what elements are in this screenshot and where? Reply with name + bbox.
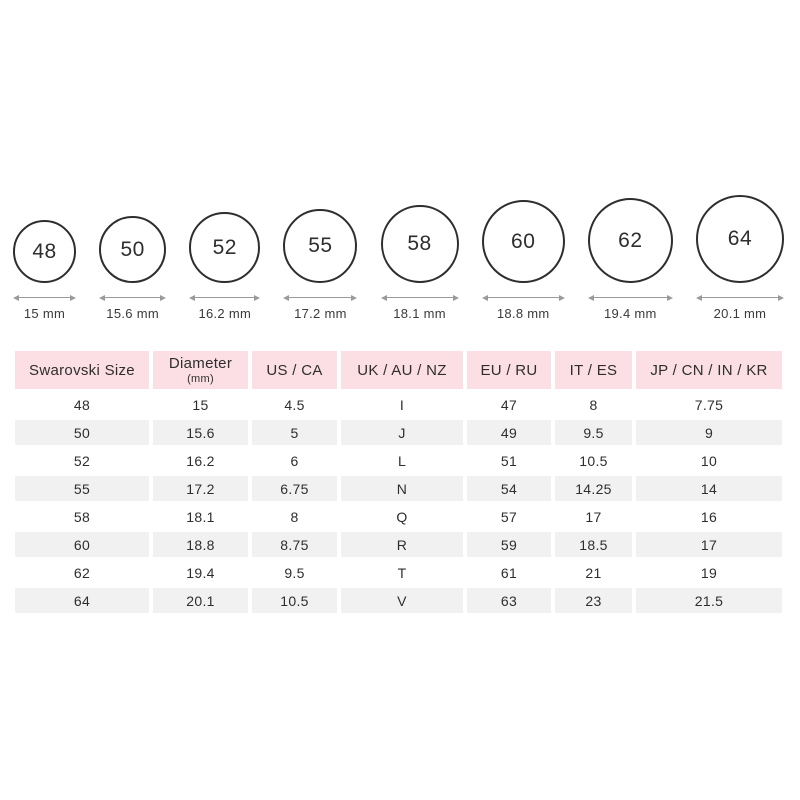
ring-circle-icon xyxy=(482,200,565,283)
ring-diameter-diagram xyxy=(0,195,800,321)
column-header-label: JP / CN / IN / KR xyxy=(650,361,768,379)
column-header-label: Swarovski Size xyxy=(29,361,135,379)
table-cell: Q xyxy=(341,504,463,529)
column-header-eu-ru xyxy=(467,351,551,389)
ring-size-number: 50 xyxy=(120,237,145,261)
table-cell: 61 xyxy=(467,560,551,585)
table-cell: 15 xyxy=(153,392,248,417)
ring-size-number: 60 xyxy=(511,229,536,253)
table-cell: 10.5 xyxy=(252,588,337,613)
table-cell: N xyxy=(341,476,463,501)
table-cell: 16 xyxy=(636,504,782,529)
table-cell: 17 xyxy=(636,532,782,557)
table-cell: J xyxy=(341,420,463,445)
table-cell: T xyxy=(341,560,463,585)
table-cell: 59 xyxy=(467,532,551,557)
table-cell: 47 xyxy=(467,392,551,417)
table-cell: 21 xyxy=(555,560,632,585)
width-arrow-icon xyxy=(381,293,459,302)
table-cell: 58 xyxy=(15,504,149,529)
width-arrow-icon xyxy=(588,293,673,302)
width-arrow-icon xyxy=(482,293,565,302)
arrowhead-right-icon xyxy=(70,295,76,301)
ring-size-number: 64 xyxy=(727,227,753,250)
table-cell: 17.2 xyxy=(153,476,248,501)
arrowhead-right-icon xyxy=(160,295,166,301)
column-header-label: EU / RU xyxy=(480,361,538,379)
column-header-swarovski-size xyxy=(15,351,149,389)
table-cell: 23 xyxy=(555,588,632,613)
arrow-line xyxy=(102,297,163,298)
ring-circle-icon xyxy=(381,205,459,283)
arrowhead-right-icon xyxy=(559,295,565,301)
ring-size-number: 58 xyxy=(407,232,432,255)
table-cell: 7.75 xyxy=(636,392,782,417)
column-header-us-ca xyxy=(252,351,337,389)
table-cell: 50 xyxy=(15,420,149,445)
size-conversion-table xyxy=(11,348,786,616)
table-cell: 10 xyxy=(636,448,782,473)
table-row xyxy=(15,392,782,417)
width-arrow-icon xyxy=(189,293,260,302)
table-cell: 9 xyxy=(636,420,782,445)
table-cell: 9.5 xyxy=(555,420,632,445)
table-cell: 63 xyxy=(467,588,551,613)
table-cell: 9.5 xyxy=(252,560,337,585)
ring-item xyxy=(588,198,673,321)
table-cell: 6 xyxy=(252,448,337,473)
ring-item xyxy=(381,205,459,321)
ring-size-number: 52 xyxy=(212,235,237,259)
column-header-sublabel: (mm) xyxy=(187,373,214,385)
table-cell: 8 xyxy=(252,504,337,529)
table-header-row xyxy=(15,351,782,389)
arrow-line xyxy=(192,297,257,298)
table-cell: 8.75 xyxy=(252,532,337,557)
ring-item xyxy=(283,209,357,321)
ring-diameter-label: 19.4 mm xyxy=(604,306,657,321)
table-cell: 16.2 xyxy=(153,448,248,473)
ring-item xyxy=(189,212,260,321)
table-cell: 49 xyxy=(467,420,551,445)
ring-diameter-label: 15 mm xyxy=(23,306,66,321)
width-arrow-icon xyxy=(13,293,76,302)
column-header-uk-au-nz xyxy=(341,351,463,389)
table-cell: 8 xyxy=(555,392,632,417)
ring-circle-icon xyxy=(13,220,76,283)
column-header-diameter xyxy=(153,351,248,389)
arrow-line xyxy=(699,297,781,298)
ring-item xyxy=(13,220,76,321)
arrowhead-right-icon xyxy=(254,295,260,301)
ring-circle-icon xyxy=(283,209,357,283)
arrow-line xyxy=(16,297,73,298)
width-arrow-icon xyxy=(696,293,784,302)
table-cell: 17 xyxy=(555,504,632,529)
ring-diameter-label: 18.8 mm xyxy=(496,306,550,321)
table-cell: 19.4 xyxy=(153,560,248,585)
table-cell: V xyxy=(341,588,463,613)
column-header-jp-cn-in-kr xyxy=(636,351,782,389)
table-row xyxy=(15,560,782,585)
table-cell: 54 xyxy=(467,476,551,501)
arrowhead-right-icon xyxy=(778,295,784,301)
table-cell: I xyxy=(341,392,463,417)
ring-diameter-label: 16.2 mm xyxy=(198,306,252,321)
ring-size-number: 55 xyxy=(308,234,333,257)
table-cell: 14.25 xyxy=(555,476,632,501)
ring-item xyxy=(696,195,784,321)
arrow-line xyxy=(286,297,354,298)
column-header-label: US / CA xyxy=(266,361,323,379)
table-row xyxy=(15,532,782,557)
table-cell: 48 xyxy=(15,392,149,417)
table-cell: 64 xyxy=(15,588,149,613)
table-row xyxy=(15,448,782,473)
table-row xyxy=(15,504,782,529)
column-header-label: Diameter xyxy=(168,355,233,372)
table-cell: 5 xyxy=(252,420,337,445)
size-table-container xyxy=(0,348,800,616)
table-cell: 18.5 xyxy=(555,532,632,557)
table-cell: 20.1 xyxy=(153,588,248,613)
ring-size-number: 62 xyxy=(618,228,643,252)
arrowhead-right-icon xyxy=(351,295,357,301)
column-header-label: UK / AU / NZ xyxy=(357,361,447,379)
ring-size-number: 48 xyxy=(32,239,57,263)
column-header-label: IT / ES xyxy=(569,361,618,379)
table-cell: R xyxy=(341,532,463,557)
table-row xyxy=(15,588,782,613)
table-cell: 18.1 xyxy=(153,504,248,529)
arrowhead-right-icon xyxy=(667,295,673,301)
table-cell: 4.5 xyxy=(252,392,337,417)
ring-circle-icon xyxy=(588,198,673,283)
table-cell: 60 xyxy=(15,532,149,557)
ring-item xyxy=(482,200,565,321)
ring-circle-icon xyxy=(189,212,260,283)
table-cell: 55 xyxy=(15,476,149,501)
arrow-line xyxy=(485,297,562,298)
width-arrow-icon xyxy=(283,293,357,302)
ring-diameter-label: 15.6 mm xyxy=(106,306,159,321)
table-cell: 10.5 xyxy=(555,448,632,473)
ring-size-chart xyxy=(0,195,800,800)
arrow-line xyxy=(384,297,456,298)
table-cell: 19 xyxy=(636,560,782,585)
table-cell: 6.75 xyxy=(252,476,337,501)
table-cell: 21.5 xyxy=(636,588,782,613)
table-cell: L xyxy=(341,448,463,473)
table-cell: 15.6 xyxy=(153,420,248,445)
arrowhead-right-icon xyxy=(453,295,459,301)
table-cell: 62 xyxy=(15,560,149,585)
ring-diameter-label: 17.2 mm xyxy=(294,306,347,321)
arrow-line xyxy=(591,297,670,298)
table-cell: 51 xyxy=(467,448,551,473)
ring-diameter-label: 18.1 mm xyxy=(393,306,446,321)
table-row xyxy=(15,420,782,445)
ring-item xyxy=(99,216,166,321)
table-cell: 14 xyxy=(636,476,782,501)
table-cell: 57 xyxy=(467,504,551,529)
ring-diameter-label: 20.1 mm xyxy=(713,306,767,321)
table-cell: 18.8 xyxy=(153,532,248,557)
table-row xyxy=(15,476,782,501)
width-arrow-icon xyxy=(99,293,166,302)
ring-circle-icon xyxy=(99,216,166,283)
column-header-it-es xyxy=(555,351,632,389)
ring-circle-icon xyxy=(696,195,784,283)
table-cell: 52 xyxy=(15,448,149,473)
